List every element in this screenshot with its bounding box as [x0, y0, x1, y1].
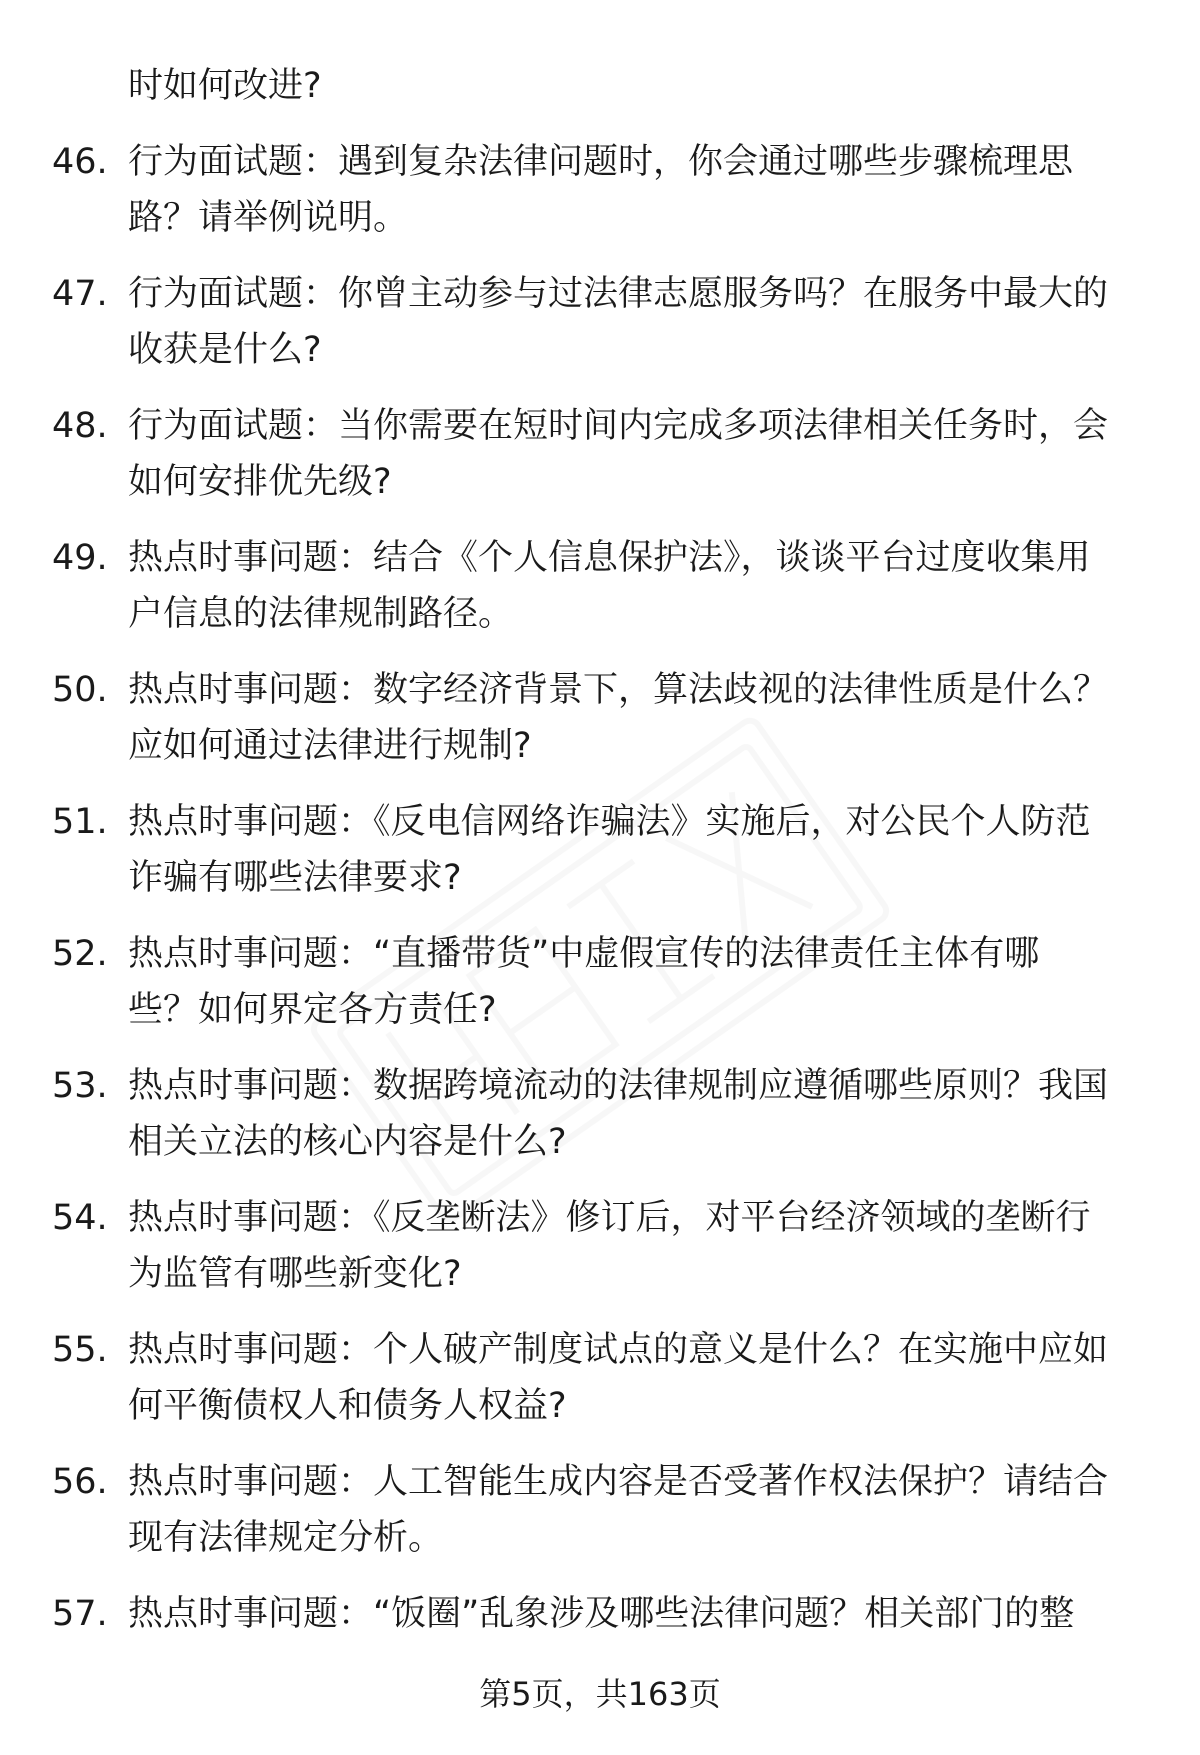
question-item	[0, 1454, 1200, 1566]
question-text: 行为面试题：遇到复杂法律问题时，你会通过哪些步骤梳理思 路？请举例说明。	[128, 142, 1074, 238]
question-list	[0, 134, 1200, 1642]
question-item	[0, 266, 1200, 378]
question-number: 50.	[52, 670, 108, 710]
question-number: 51.	[52, 802, 108, 842]
question-text: 行为面试题：你曾主动参与过法律志愿服务吗？在服务中最大的 收获是什么?	[128, 274, 1109, 370]
question-item	[0, 1058, 1200, 1170]
question-number: 47.	[52, 274, 108, 314]
question-item	[0, 398, 1200, 510]
question-text: 热点时事问题：结合《个人信息保护法》，谈谈平台过度收集用 户信息的法律规制路径。	[128, 538, 1091, 634]
question-text: 热点时事问题：个人破产制度试点的意义是什么？在实施中应如 何平衡债权人和债务人权益?	[128, 1330, 1109, 1426]
question-number: 54.	[52, 1198, 108, 1238]
question-number: 48.	[52, 406, 108, 446]
question-item	[0, 1586, 1200, 1642]
question-text: 热点时事问题：《反垄断法》修订后，对平台经济领域的垄断行 为监管有哪些新变化?	[128, 1198, 1091, 1294]
question-item	[0, 1322, 1200, 1434]
question-number: 46.	[52, 142, 108, 182]
question-number: 49.	[52, 538, 108, 578]
question-text: 热点时事问题：“饭圈”乱象涉及哪些法律问题？相关部门的整	[128, 1594, 1075, 1634]
question-number: 52.	[52, 934, 108, 974]
question-content	[0, 58, 1200, 1642]
question-text: 热点时事问题：数字经济背景下，算法歧视的法律性质是什么？ 应如何通过法律进行规制?	[128, 670, 1109, 766]
question-item	[0, 530, 1200, 642]
question-item	[0, 1190, 1200, 1302]
question-text: 热点时事问题：人工智能生成内容是否受著作权法保护？请结合 现有法律规定分析。	[128, 1462, 1109, 1558]
page-footer: 第5页，共163页	[479, 1675, 721, 1713]
question-number: 57.	[52, 1594, 108, 1634]
question-item	[0, 134, 1200, 246]
question-text: 热点时事问题：《反电信网络诈骗法》实施后，对公民个人防范 诈骗有哪些法律要求?	[128, 802, 1091, 898]
question-text: 热点时事问题：“直播带货”中虚假宣传的法律责任主体有哪 些？如何界定各方责任?	[128, 934, 1040, 1030]
question-number: 53.	[52, 1066, 108, 1106]
question-item	[0, 662, 1200, 774]
question-text: 行为面试题：当你需要在短时间内完成多项法律相关任务时，会 如何安排优先级?	[128, 406, 1109, 502]
question-item	[0, 794, 1200, 906]
question-item	[0, 926, 1200, 1038]
question-text: 热点时事问题：数据跨境流动的法律规制应遵循哪些原则？我国 相关立法的核心内容是什么?	[128, 1066, 1109, 1162]
question-number: 56.	[52, 1462, 108, 1502]
question-number: 55.	[52, 1330, 108, 1370]
continuation-line: 时如何改进?	[128, 66, 322, 106]
